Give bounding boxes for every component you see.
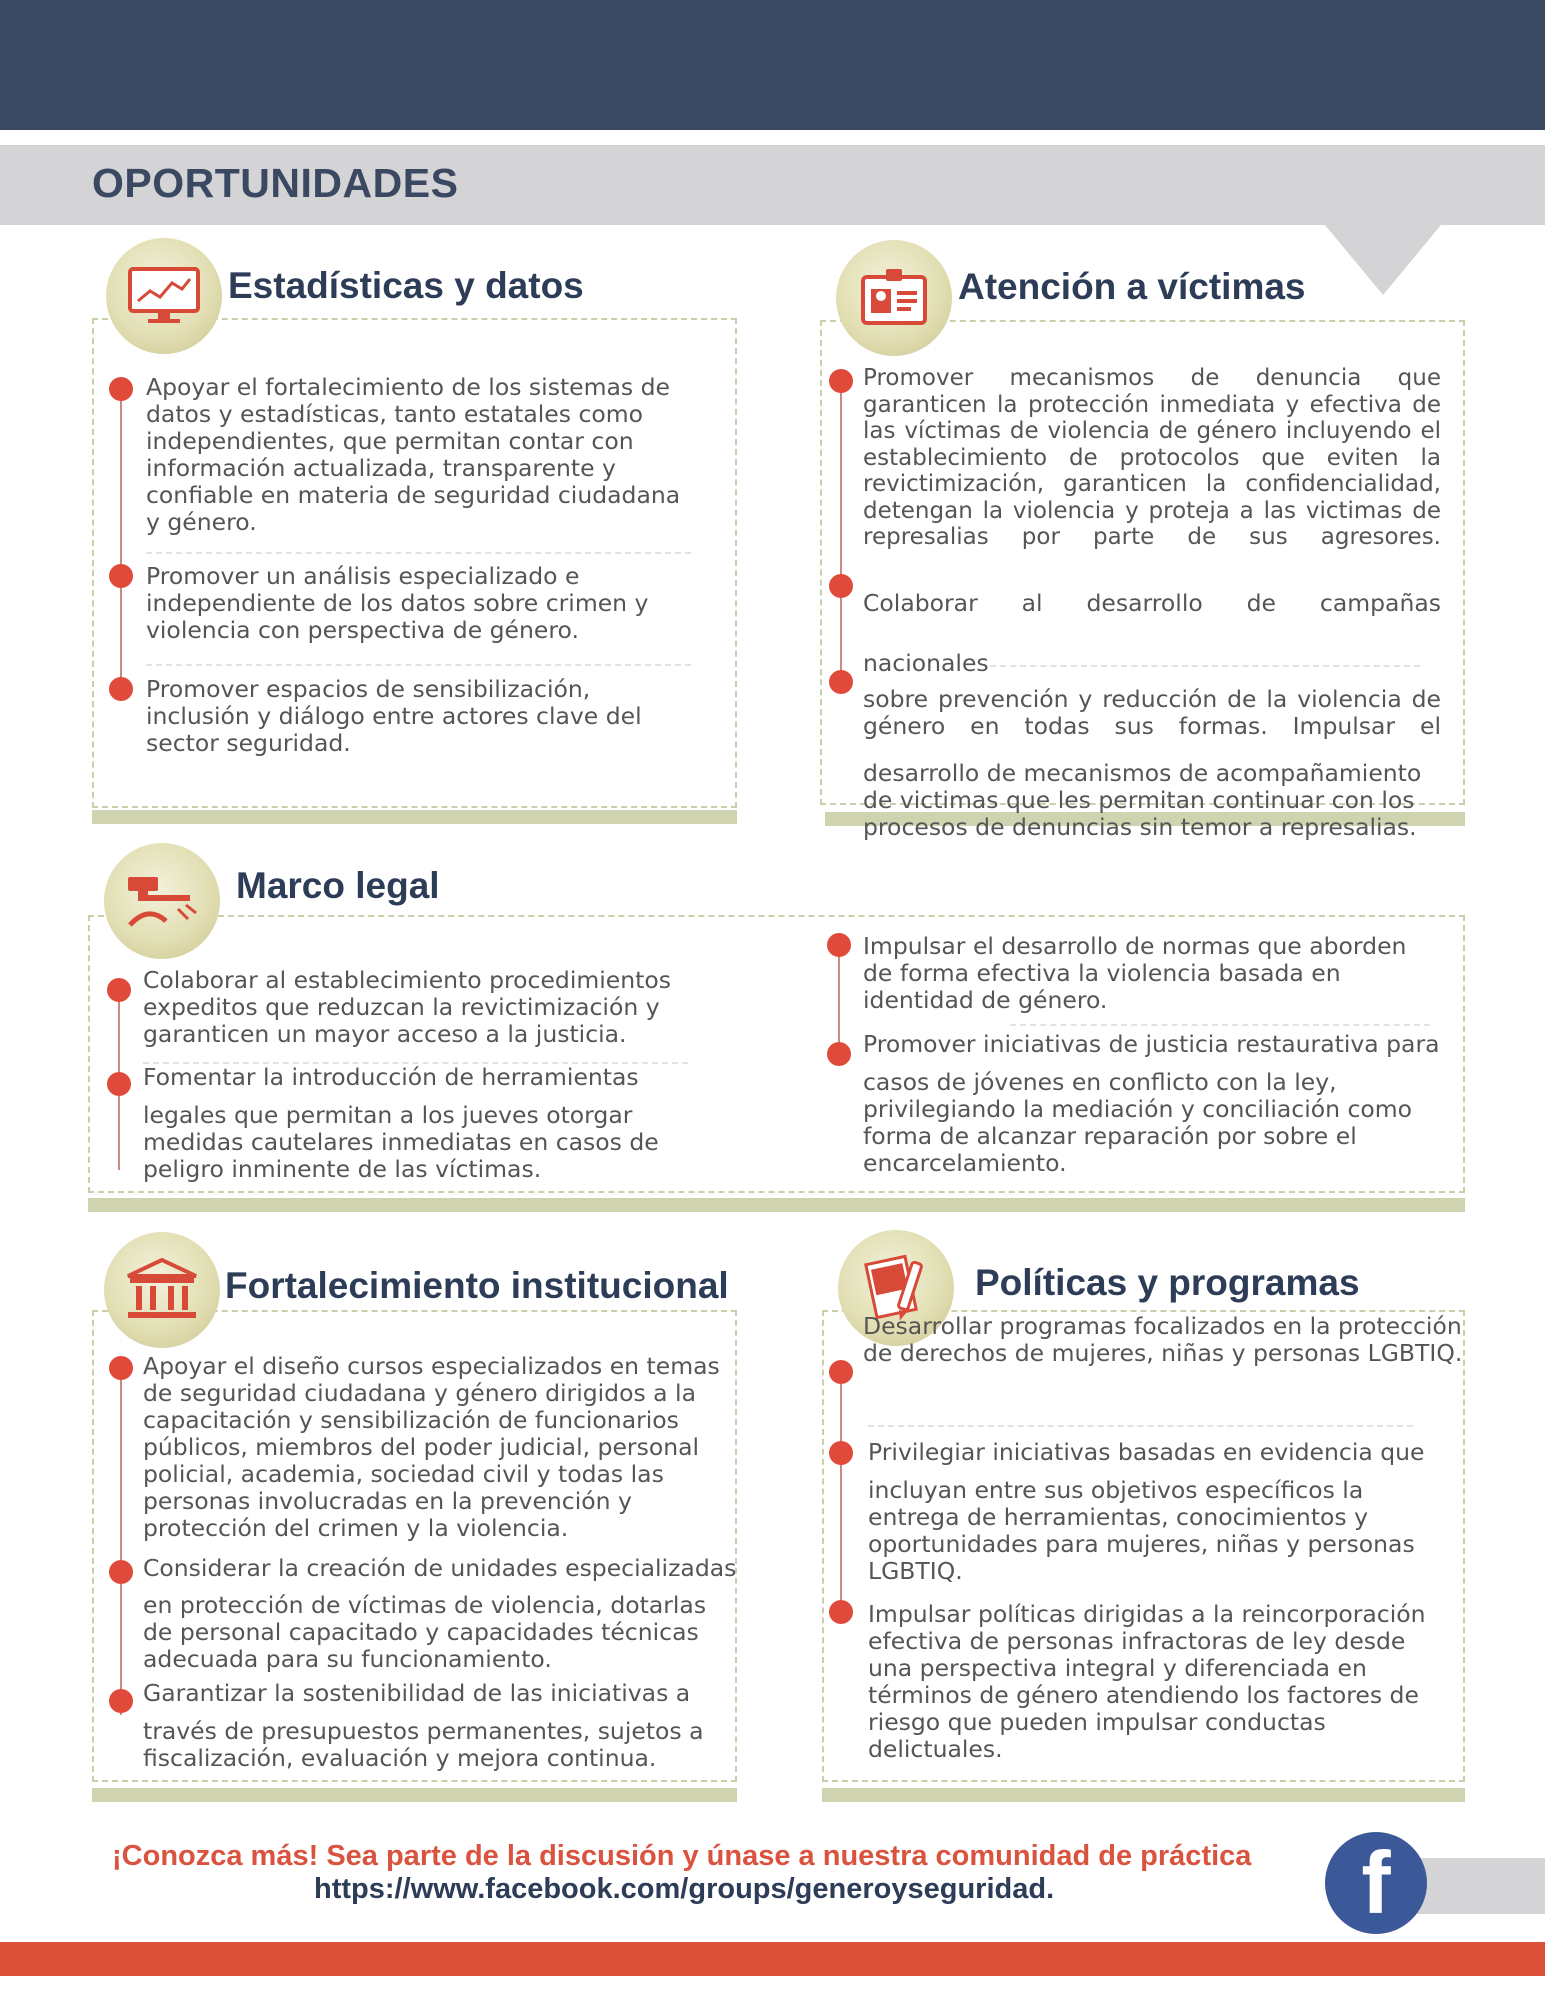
header-bar <box>0 0 1545 130</box>
gavel-icon <box>104 843 220 959</box>
fortalecimiento-item-2: Considerar la creación de unidades especializadas <box>143 1554 737 1582</box>
separator <box>868 1425 1413 1427</box>
bullet-dot <box>829 574 853 598</box>
marco-left-item-1: Colaborar al establecimiento procedimientos expeditos que reduzcan la revictimización y garanticen un mayor acceso a la justicia. <box>143 966 671 1048</box>
marco-left-item-2: Fomentar la introducción de herramientas <box>143 1063 639 1091</box>
marco-title: Marco legal <box>236 865 440 906</box>
bullet-dot <box>109 1689 133 1713</box>
estadisticas-underbar <box>92 810 737 824</box>
bullet-dot <box>829 369 853 393</box>
bullet-dot <box>109 1356 133 1380</box>
bullet-dot <box>109 1560 133 1584</box>
marco-right-item-2-cont: casos de jóvenes en conflicto con la ley, privilegiando la mediación y conciliación como forma de alcanzar reparación por sobre el encarcelamiento. <box>863 1068 1413 1177</box>
fortalecimiento-title: Fortalecimiento institucional <box>225 1265 729 1306</box>
atencion-item-2-cont: nacionales <box>863 649 989 677</box>
fortalecimiento-item-3: Garantizar la sostenibilidad de las iniciativas a <box>143 1679 691 1707</box>
bullet-dot <box>107 1072 131 1096</box>
monitor-chart-icon <box>106 238 222 354</box>
atencion-item-1: Promover mecanismos de denuncia que garanticen la protección inmediata y efectiva de las víctimas de violencia de género incluyendo el establecimiento de protocolos que eviten la revictimización, garanticen la confidencialidad, detengan la violencia y proteja a las victimas de represalias por parte de sus agresores. <box>863 365 1441 550</box>
politicas-timeline <box>840 1375 842 1615</box>
estadisticas-item-2: Promover un análisis especializado e independiente de los datos sobre crimen y violencia con perspectiva de género. <box>146 562 649 644</box>
marco-right-item-1: Impulsar el desarrollo de normas que aborden de forma efectiva la violencia basada en identidad de género. <box>863 932 1407 1014</box>
separator <box>146 552 691 554</box>
marco-right-item-2: Promover iniciativas de justicia restaurativa para <box>863 1030 1440 1058</box>
atencion-title: Atención a víctimas <box>958 266 1306 307</box>
bullet-dot <box>829 1360 853 1384</box>
politicas-item-2: Privilegiar iniciativas basadas en evidencia que <box>868 1438 1425 1466</box>
bullet-dot <box>107 978 131 1002</box>
fortalecimiento-item-1: Apoyar el diseño cursos especializados en temas de seguridad ciudadana y género dirigidos a la capacitación y sensibilización de funcionarios públicos, miembros del poder judicial, personal policial, academia, sociedad civil y todas las personas involucradas en la prevención y protección del crimen y la violencia. <box>143 1352 720 1542</box>
band-notch <box>1325 225 1441 295</box>
bullet-dot <box>109 377 133 401</box>
bullet-dot <box>829 670 853 694</box>
estadisticas-item-1: Apoyar el fortalecimiento de los sistemas de datos y estadísticas, tanto estatales como independientes, que permitan contar con información actualizada, transparente y confiable en materia de seguridad ciudadana y género. <box>146 373 681 536</box>
fortalecimiento-timeline <box>120 1375 122 1715</box>
bullet-dot <box>109 677 133 701</box>
separator <box>146 664 691 666</box>
politicas-title: Políticas y programas <box>975 1262 1360 1303</box>
page-title: OPORTUNIDADES <box>92 160 459 206</box>
call-to-action: ¡Conozca más! Sea parte de la discusión y únase a nuestra comunidad de práctica <box>112 1840 1252 1872</box>
politicas-underbar <box>822 1788 1465 1802</box>
estadisticas-title: Estadísticas y datos <box>228 265 584 306</box>
estadisticas-item-3: Promover espacios de sensibilización, inclusión y diálogo entre actores clave del sector seguridad. <box>146 675 642 757</box>
politicas-item-1: Desarrollar programas focalizados en la protección de derechos de mujeres, niñas y personas LGBTIQ. <box>863 1312 1463 1367</box>
facebook-icon[interactable]: f <box>1325 1832 1427 1934</box>
atencion-timeline <box>840 380 842 680</box>
institution-building-icon <box>104 1232 220 1348</box>
separator <box>990 665 1420 667</box>
bullet-dot <box>109 564 133 588</box>
bottom-bar <box>0 1942 1545 1976</box>
bullet-dot <box>829 1441 853 1465</box>
politicas-item-2-cont: incluyan entre sus objetivos específicos la entrega de herramientas, conocimientos y oportunidades para mujeres, niñas y personas LGBTIQ. <box>868 1476 1415 1585</box>
estadisticas-timeline <box>120 390 122 690</box>
bullet-dot <box>829 1600 853 1624</box>
id-card-icon <box>836 240 952 356</box>
fortalecimiento-item-2-cont: en protección de víctimas de violencia, dotarlas de personal capacitado y capacidades técnicas adecuada para su funcionamiento. <box>143 1591 707 1673</box>
fortalecimiento-underbar <box>92 1788 737 1802</box>
separator <box>1010 1024 1430 1026</box>
marco-underbar <box>88 1198 1465 1212</box>
bullet-dot <box>827 1042 851 1066</box>
atencion-item-3: sobre prevención y reducción de la violencia de género en todas sus formas. Impulsar el <box>863 685 1441 740</box>
atencion-item-3-cont: desarrollo de mecanismos de acompañamiento de victimas que les permitan continuar con los procesos de denuncias sin temor a represalias. <box>863 759 1422 841</box>
politicas-item-3: Impulsar políticas dirigidas a la reincorporación efectiva de personas infractoras de ley desde una perspectiva integral y diferenciada en términos de género atendiendo los factores de riesgo que pueden impulsar conductas delictuales. <box>868 1600 1426 1763</box>
bullet-dot <box>827 933 851 957</box>
atencion-item-2: Colaborar al desarrollo de campañas <box>863 589 1441 617</box>
fortalecimiento-item-3-cont: través de presupuestos permanentes, sujetos a fiscalización, evaluación y mejora continua. <box>143 1717 704 1772</box>
facebook-group-link[interactable]: https://www.facebook.com/groups/generoyseguridad. <box>314 1873 1055 1905</box>
marco-left-item-2-cont: legales que permitan a los jueves otorgar medidas cautelares inmediatas en casos de peligro inminente de las víctimas. <box>143 1101 659 1183</box>
